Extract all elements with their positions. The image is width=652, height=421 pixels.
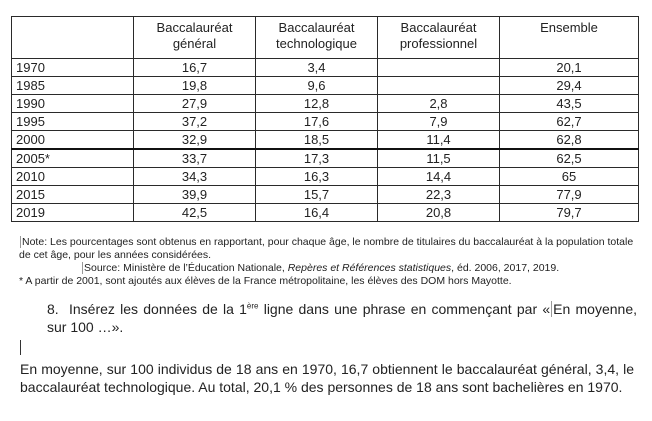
cell-ensemble: 79,7 (500, 204, 639, 222)
cell-professionnel: 14,4 (378, 168, 500, 186)
cell-ensemble: 62,8 (500, 131, 639, 150)
header-general: Baccalauréat général (134, 17, 256, 59)
cell-year: 2010 (12, 168, 134, 186)
cell-professionnel: 2,8 (378, 95, 500, 113)
cell-technologique: 9,6 (256, 77, 378, 95)
question-number: 8. (47, 301, 59, 317)
answer-block[interactable] (20, 360, 634, 396)
cell-general: 19,8 (134, 77, 256, 95)
cell-general: 42,5 (134, 204, 256, 222)
cell-ensemble: 29,4 (500, 77, 639, 95)
text-cursor (20, 340, 21, 355)
question-text-after: ligne dans une phrase en commençant par « (258, 301, 551, 317)
cell-ensemble: 20,1 (500, 59, 639, 77)
cell-general: 39,9 (134, 186, 256, 204)
header-year (12, 17, 134, 59)
baccalaureat-table (11, 16, 639, 222)
cell-year: 1995 (12, 113, 134, 131)
table-row (12, 204, 639, 222)
cell-technologique: 12,8 (256, 95, 378, 113)
source-post: , éd. 2006, 2017, 2019. (451, 262, 560, 274)
cell-ensemble: 62,5 (500, 149, 639, 168)
cell-ensemble: 77,9 (500, 186, 639, 204)
table-row (12, 149, 639, 168)
table-row (12, 113, 639, 131)
cell-ensemble: 43,5 (500, 95, 639, 113)
table-notes (19, 236, 639, 288)
cell-year: 1990 (12, 95, 134, 113)
table-row (12, 95, 639, 113)
table-row (12, 59, 639, 77)
question-8 (47, 300, 637, 336)
question-text-before: Insérez les données de la 1 (69, 301, 247, 317)
cell-professionnel (378, 77, 500, 95)
header-technologique: Baccalauréat technologique (256, 17, 378, 59)
note-paragraph (19, 236, 639, 262)
cell-technologique: 16,4 (256, 204, 378, 222)
answer-text[interactable]: En moyenne, sur 100 individus de 18 ans en 1970, 16,7 obtiennent le baccalauréat général, 3,4, le baccalauréat technologique. Au total, 20,1 % des personnes de 18 ans sont bachelières en 1970. (20, 361, 634, 395)
cell-general: 34,3 (134, 168, 256, 186)
header-ensemble: Ensemble (500, 17, 639, 59)
cell-professionnel: 11,4 (378, 131, 500, 150)
cell-professionnel: 20,8 (378, 204, 500, 222)
cell-general: 37,2 (134, 113, 256, 131)
table-header-row (12, 17, 639, 59)
cell-professionnel: 11,5 (378, 149, 500, 168)
cell-technologique: 15,7 (256, 186, 378, 204)
question-closing: ». (111, 319, 124, 335)
cell-ensemble: 62,7 (500, 113, 639, 131)
cell-technologique: 16,3 (256, 168, 378, 186)
cell-year: 1985 (12, 77, 134, 95)
source-title: Repères et Références statistiques (287, 262, 452, 274)
table-row (12, 131, 639, 150)
cell-technologique: 17,3 (256, 149, 378, 168)
asterisk-note: * A partir de 2001, sont ajoutés aux élèves de la France métropolitaine, les élèves des DOM hors Mayotte. (19, 275, 512, 287)
cell-general: 32,9 (134, 131, 256, 150)
question-superscript: ère (246, 301, 259, 311)
cell-year: 2019 (12, 204, 134, 222)
table-row (12, 77, 639, 95)
cell-technologique: 3,4 (256, 59, 378, 77)
cell-year: 2005* (12, 149, 134, 168)
source-pre: : Ministère de l’Éducation Nationale, (117, 262, 288, 274)
cell-general: 33,7 (134, 149, 256, 168)
cell-general: 27,9 (134, 95, 256, 113)
source-paragraph (19, 262, 639, 275)
cell-ensemble: 65 (500, 168, 639, 186)
cell-professionnel (378, 59, 500, 77)
question-quoted: En moyenne, sur 100 … (47, 301, 637, 335)
cell-professionnel: 22,3 (378, 186, 500, 204)
cell-technologique: 18,5 (256, 131, 378, 150)
table-row (12, 168, 639, 186)
note-label: Note (22, 236, 45, 248)
source-label: Source (84, 262, 118, 274)
cell-year: 1970 (12, 59, 134, 77)
cell-professionnel: 7,9 (378, 113, 500, 131)
cell-year: 2015 (12, 186, 134, 204)
cell-year: 2000 (12, 131, 134, 150)
cell-technologique: 17,6 (256, 113, 378, 131)
note-text: : Les pourcentages sont obtenus en rapportant, pour chaque âge, le nombre de titulaires du baccalauréat à la population totale de cet âge, pour les années considérées. (19, 236, 634, 261)
header-professionnel: Baccalauréat professionnel (378, 17, 500, 59)
cell-general: 16,7 (134, 59, 256, 77)
table-row (12, 186, 639, 204)
